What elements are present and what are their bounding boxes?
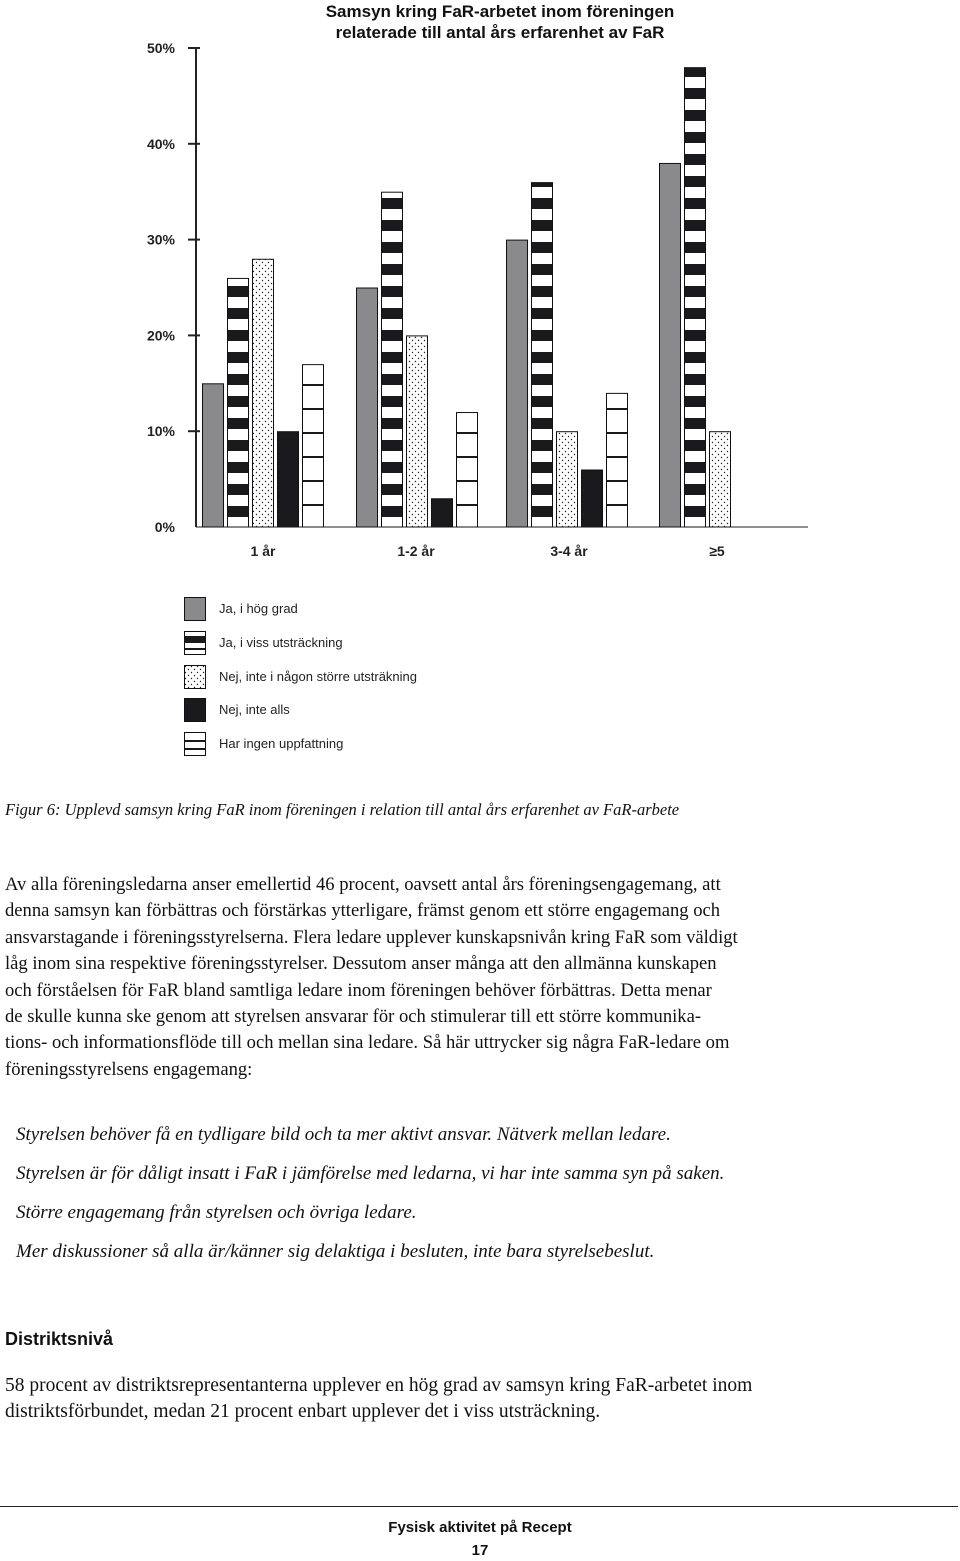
bar <box>357 288 378 527</box>
y-tick-label: 40% <box>146 135 175 152</box>
x-axis-labels <box>251 543 725 559</box>
section-heading: Distriktsnivå <box>5 1329 114 1349</box>
legend-swatch-lines <box>184 732 206 756</box>
x-tick-label: 1 år <box>250 543 276 559</box>
body-paragraph <box>5 872 945 1083</box>
y-tick-label: 10% <box>146 423 175 440</box>
body-line: föreningsstyrelsens engagemang: <box>5 1058 253 1080</box>
bar <box>557 432 578 527</box>
bar <box>228 278 249 527</box>
body-line: de skulle kunna ske genom att styrelsen ansvarar för och stimulerar till ett större kommunika- <box>5 1006 702 1028</box>
chart-title-line-2: relaterade till antal års erfarenhet av FaR <box>335 23 665 42</box>
bar <box>532 183 553 527</box>
quote: Styrelsen är för dåligt insatt i FaR i jämförelse med ledarna, vi har inte samma syn på saken. <box>16 1163 725 1184</box>
bar <box>710 432 731 527</box>
body-line: denna samsyn kan förbättras och förstärkas ytterligare, främst genom ett större engagemang och <box>5 900 721 922</box>
bar <box>582 470 603 527</box>
legend-swatch-grey <box>184 597 206 621</box>
section-line: 58 procent av distriktsrepresentanterna upplever en hög grad av samsyn kring FaR-arbetet inom <box>5 1375 753 1396</box>
bar <box>457 413 478 527</box>
x-tick-label: ≥5 <box>709 543 725 559</box>
body-line: tions- och informationsflöde till och mellan sina ledare. Så här uttrycker sig några FaR-ledare om <box>5 1032 730 1054</box>
legend-label: Nej, inte alls <box>219 702 290 717</box>
legend-label: Har ingen uppfattning <box>219 736 344 751</box>
legend-label: Nej, inte i någon större utsträkning <box>219 669 417 684</box>
bar <box>382 192 403 527</box>
bars <box>203 68 731 527</box>
legend-swatch-dots <box>184 665 206 689</box>
bar <box>660 163 681 527</box>
bar <box>278 432 299 527</box>
x-tick-label: 1-2 år <box>397 543 435 559</box>
legend-swatch-black <box>184 698 206 722</box>
bar <box>407 336 428 527</box>
footer-rule <box>0 1506 958 1507</box>
bar <box>607 393 628 527</box>
quote: Styrelsen behöver få en tydligare bild och ta mer aktivt ansvar. Nätverk mellan ledare. <box>16 1124 671 1145</box>
body-line: låg inom sina respektive föreningsstyrelser. Dessutom anser många att den allmänna kunskapen <box>5 953 717 975</box>
y-tick-label: 20% <box>146 327 175 344</box>
bar <box>303 365 324 527</box>
bar <box>203 384 224 527</box>
y-tick-label: 30% <box>146 231 175 248</box>
bar <box>253 259 274 527</box>
quote-list <box>16 1124 724 1280</box>
page-number: 17 <box>471 1542 489 1559</box>
figure-caption: Figur 6: Upplevd samsyn kring FaR inom föreningen i relation till antal års erfarenhet av FaR-arbete <box>5 800 680 819</box>
bar <box>507 240 528 527</box>
legend-swatch-stripes <box>184 631 206 655</box>
y-tick-label: 50% <box>146 40 175 56</box>
chart-title-line-1: Samsyn kring FaR-arbetet inom föreningen <box>325 2 675 21</box>
footer-title: Fysisk aktivitet på Recept <box>388 1519 572 1536</box>
x-tick-label: 3-4 år <box>550 543 588 559</box>
legend-label: Ja, i hög grad <box>219 601 298 616</box>
body-line: Av alla föreningsledarna anser emellertid 46 procent, oavsett antal års föreningsengagemang, att <box>5 874 721 895</box>
bar-chart <box>0 0 960 780</box>
quote: Större engagemang från styrelsen och övriga ledare. <box>16 1202 417 1223</box>
bar <box>432 499 453 527</box>
section-paragraph <box>5 1373 752 1425</box>
bar <box>685 68 706 527</box>
y-tick-label: 0% <box>154 519 175 535</box>
body-line: och förståelsen för FaR bland samtliga ledare inom föreningen behöver förbättras. Detta menar <box>5 979 712 1001</box>
body-line: ansvarstagande i föreningsstyrelserna. Flera ledare upplever kunskapsnivån kring FaR som väldigt <box>5 926 738 948</box>
legend-label: Ja, i viss utsträckning <box>219 635 343 650</box>
quote: Mer diskussioner så alla är/känner sig delaktiga i besluten, inte bara styrelsebeslut. <box>16 1241 655 1262</box>
section-line: distriktsförbundet, medan 21 procent enbart upplever det i viss utsträckning. <box>5 1401 601 1422</box>
